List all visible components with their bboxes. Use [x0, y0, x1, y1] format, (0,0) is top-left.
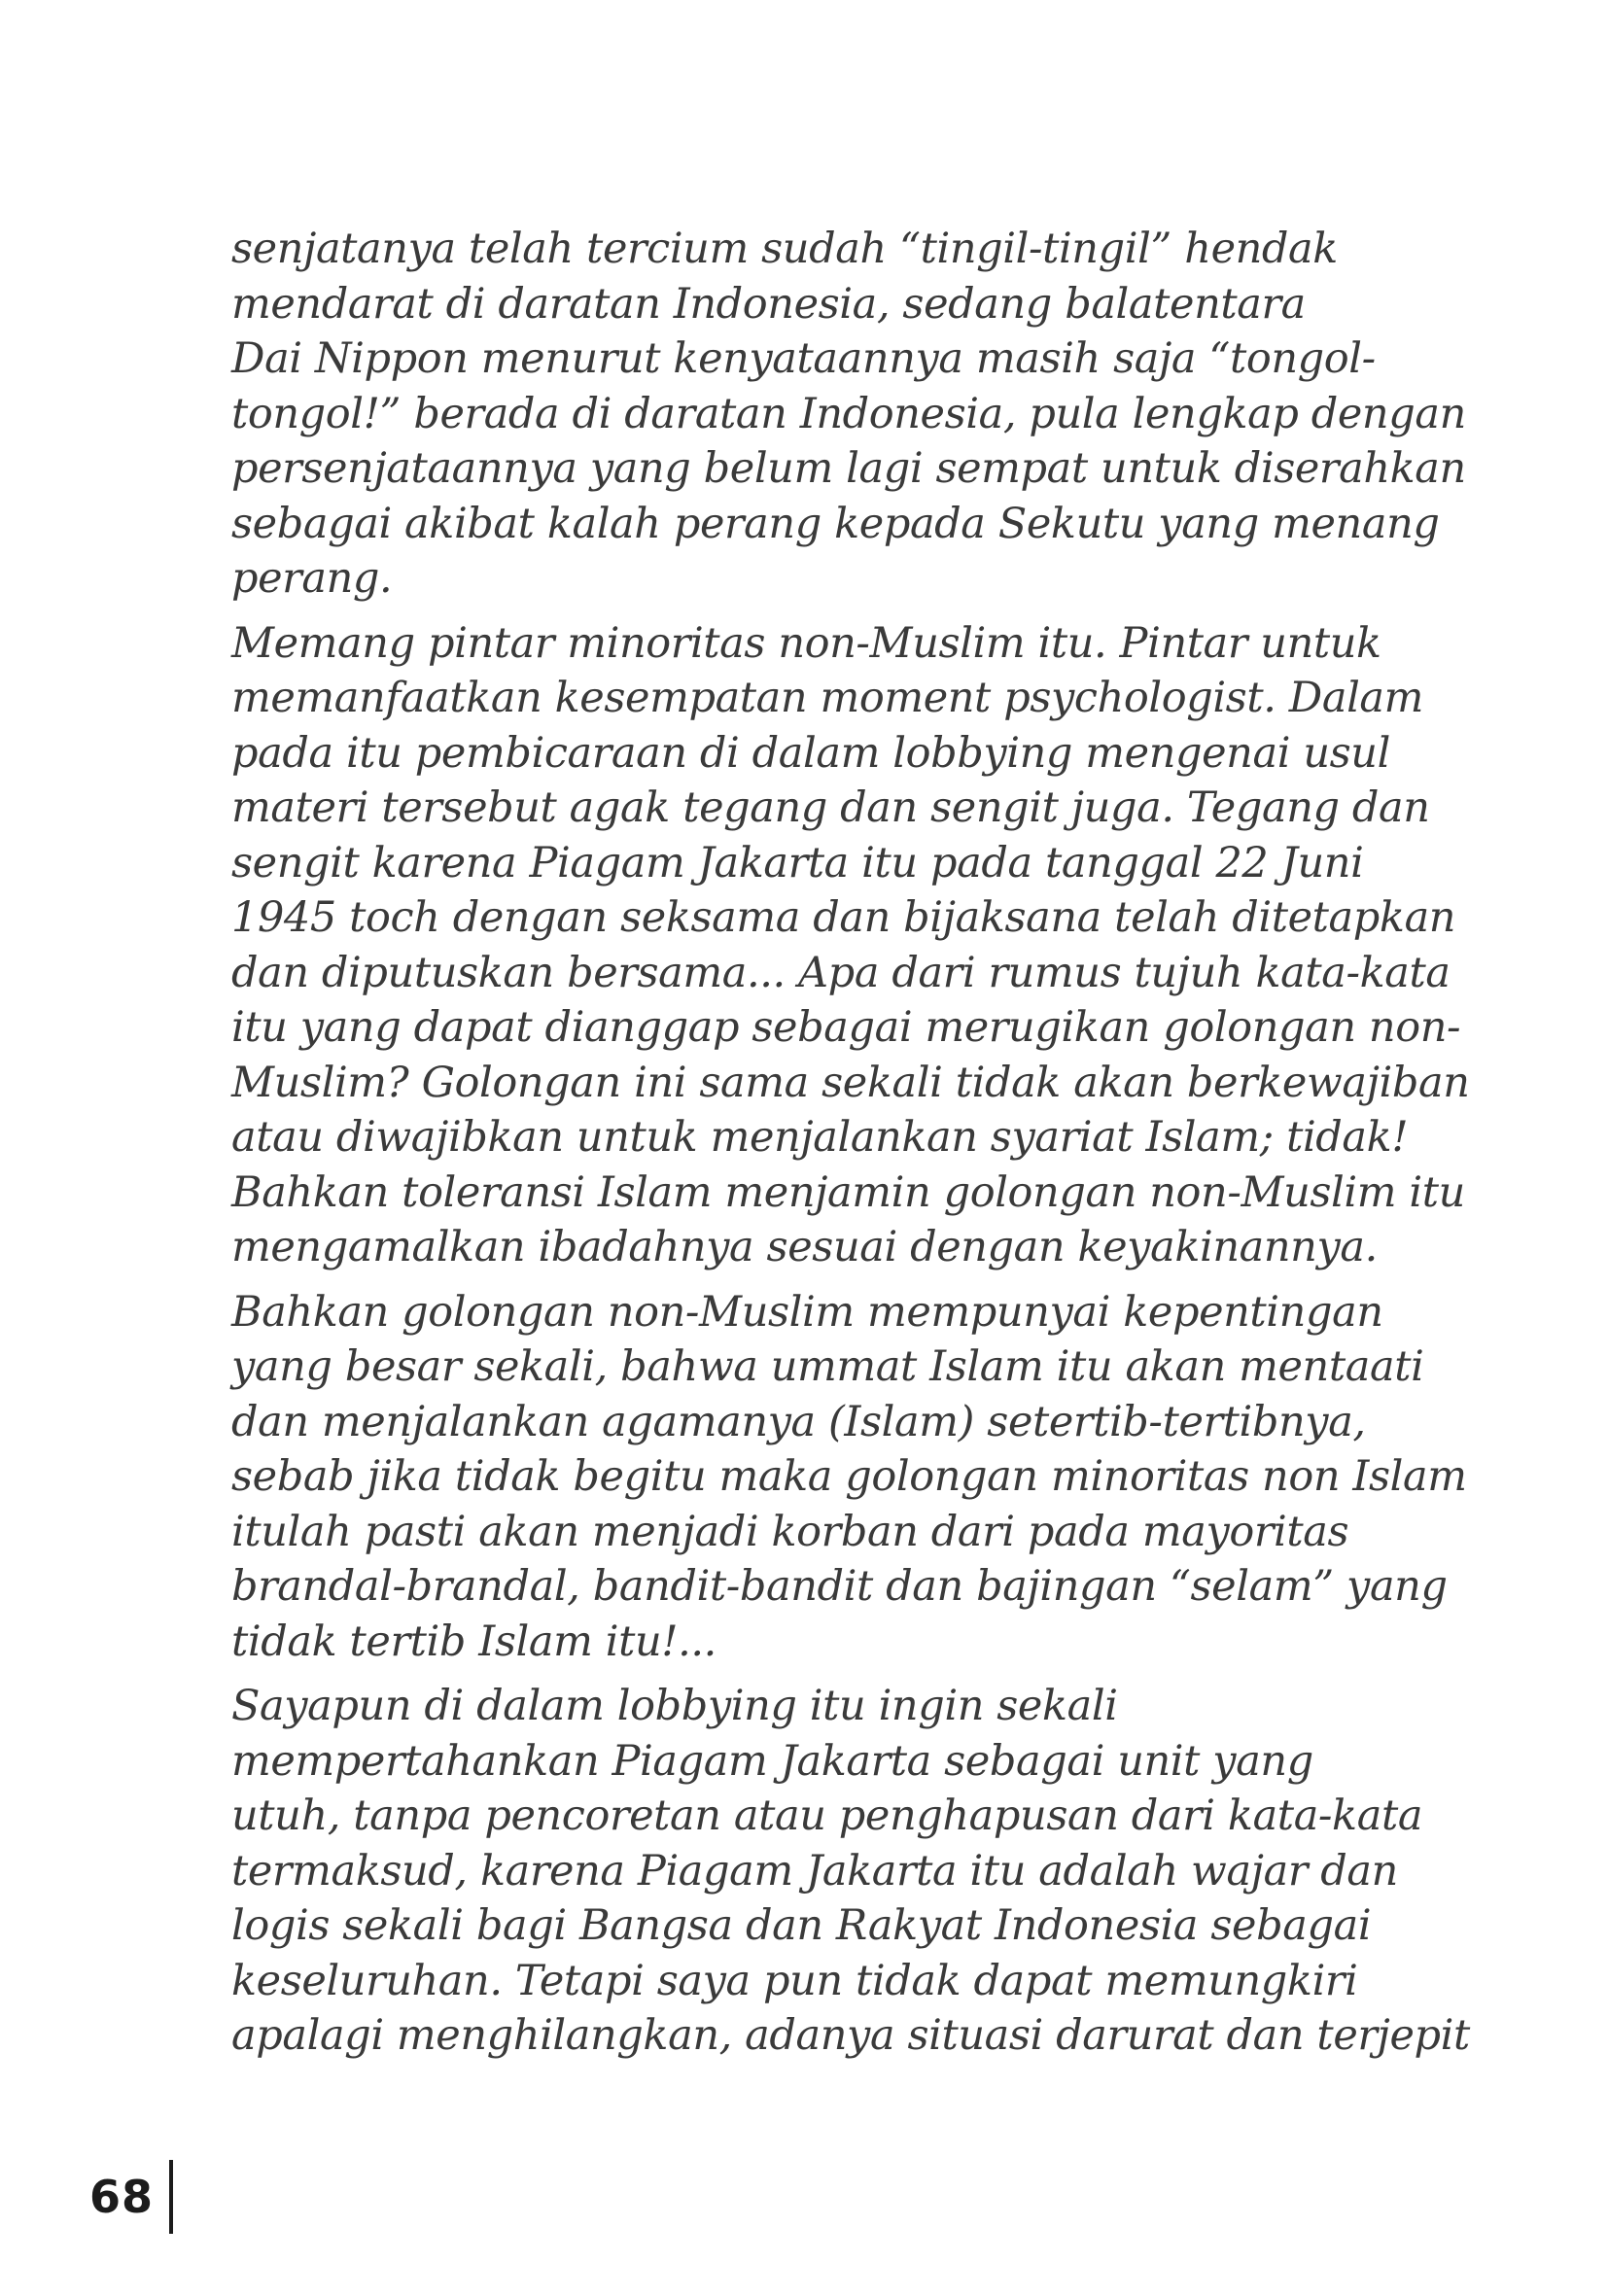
text-line: Memang pintar minoritas non-Muslim itu. Pintar untuk: [231, 618, 1381, 668]
text-line: apalagi menghilangkan, adanya situasi darurat dan terjepit: [231, 2011, 1470, 2060]
text-line: materi tersebut agak tegang dan sengit juga. Tegang dan: [231, 783, 1430, 832]
text-line: dan menjalankan agamanya (Islam) setertib-tertibnya,: [231, 1397, 1366, 1446]
text-line: yang besar sekali, bahwa ummat Islam itu akan mentaati: [231, 1342, 1424, 1391]
text-line: sebab jika tidak begitu maka golongan minoritas non Islam: [231, 1452, 1467, 1501]
text-line: persenjataannya yang belum lagi sempat untuk diserahkan: [231, 444, 1466, 493]
text-line: logis sekali bagi Bangsa dan Rakyat Indonesia sebagai: [231, 1901, 1372, 1950]
text-line: tongol!” berada di daratan Indonesia, pula lengkap dengan: [231, 389, 1466, 438]
text-line: Dai Nippon menurut kenyataannya masih saja “tongol-: [231, 334, 1376, 383]
page-number-divider: [169, 2160, 173, 2234]
text-line: senjatanya telah tercium sudah “tingil-tingil” hendak: [231, 225, 1338, 273]
text-line: sebagai akibat kalah perang kepada Sekutu yang menang: [231, 499, 1440, 548]
page-footer: [89, 2160, 173, 2234]
text-line: tidak tertib Islam itu!...: [231, 1617, 717, 1666]
text-line: Bahkan toleransi Islam menjamin golongan non-Muslim itu: [231, 1167, 1465, 1217]
text-line: perang.: [231, 554, 393, 603]
paragraph-4: [231, 1679, 1470, 2064]
text-line: mendarat di daratan Indonesia, sedang balatentara: [231, 279, 1306, 329]
text-line: atau diwajibkan untuk menjalankan syariat Islam; tidak!: [231, 1113, 1409, 1162]
paragraph-1: [231, 222, 1466, 607]
text-line: mengamalkan ibadahnya sesuai dengan keyakinannya.: [231, 1223, 1378, 1271]
text-line: mempertahankan Piagam Jakarta sebagai unit yang: [231, 1736, 1313, 1786]
text-line: pada itu pembicaraan di dalam lobbying mengenai usul: [231, 728, 1390, 778]
text-line: 1945 toch dengan seksama dan bijaksana telah ditetapkan: [231, 893, 1456, 942]
text-line: sengit karena Piagam Jakarta itu pada tanggal 22 Juni: [231, 838, 1364, 887]
text-line: keseluruhan. Tetapi saya pun tidak dapat memungkiri: [231, 1956, 1358, 2005]
text-line: itulah pasti akan menjadi korban dari pada mayoritas: [231, 1507, 1349, 1556]
text-line: Bahkan golongan non-Muslim mempunyai kepentingan: [231, 1287, 1383, 1337]
body-text: [231, 222, 1470, 2073]
text-line: dan diputuskan bersama... Apa dari rumus tujuh kata-kata: [231, 948, 1451, 997]
text-line: brandal-brandal, bandit-bandit dan bajingan “selam” yang: [231, 1562, 1448, 1611]
text-line: Sayapun di dalam lobbying itu ingin sekali: [231, 1682, 1118, 1730]
text-line: itu yang dapat dianggap sebagai merugikan golongan non-: [231, 1003, 1461, 1052]
text-line: utuh, tanpa pencoretan atau penghapusan dari kata-kata: [231, 1792, 1423, 1840]
paragraph-3: [231, 1285, 1467, 1670]
text-line: termaksud, karena Piagam Jakarta itu adalah wajar dan: [231, 1846, 1398, 1896]
text-line: memanfaatkan kesempatan moment psychologist. Dalam: [231, 674, 1424, 722]
page-number: 68: [89, 2171, 155, 2223]
text-line: Muslim? Golongan ini sama sekali tidak akan berkewajiban: [231, 1058, 1470, 1107]
paragraph-2: [231, 616, 1470, 1275]
